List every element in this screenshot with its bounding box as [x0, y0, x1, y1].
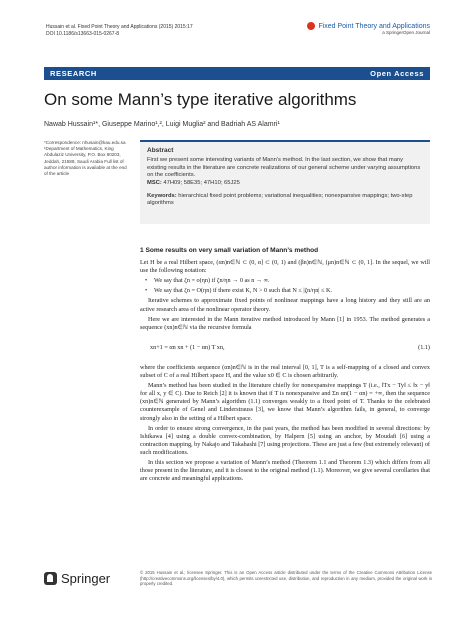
paragraph: where the coefficients sequence (αn)n∈ℕ is in the real interval [0, 1], T is a self-mapping of a closed and convex subset of C of a real Hilbert space H, and the value x0 ∈ C is chosen arbitrarily. — [140, 363, 430, 380]
equation-text: xn+1 = αn xn + (1 − αn) T xn, — [150, 343, 225, 351]
section-heading: 1 Some results on very small variation of Mann’s method — [140, 247, 319, 254]
paragraph: Here we are interested in the Mann iterative method introduced by Mann [1] in 1953. The method generates a sequence (xn)n∈ℕ via the recursive formula — [140, 315, 430, 331]
springer-horse-icon — [44, 572, 57, 585]
doi-line: DOI 10.1186/s13663-015-0267-8 — [46, 31, 120, 37]
journal-subtitle: a SpringerOpen Journal — [382, 30, 430, 35]
paper-title: On some Mann’s type iterative algorithms — [44, 90, 357, 109]
author-list: Nawab Hussain¹*, Giuseppe Marino¹,², Luigi Muglia² and Badriah AS Alamri¹ — [44, 121, 280, 128]
equation-1-1 — [150, 344, 430, 352]
journal-title: Fixed Point Theory and Applications — [318, 22, 430, 30]
abstract-text: First we present some interesting variants of Mann’s method. In the last section, we show that many existing results in the literature are concrete realizations of our general scheme under varying assumptions on the coefficients. — [147, 157, 421, 179]
paragraph: Mann’s method has been studied in the literature chiefly for nonexpansive mappings T (i.e., ‖Tx − Ty‖ ≤ ‖x − y‖ for all x, y ∈ C). Due to Reich [2] it is known that if T is nonexpansive and Σn αn(1 − αn) = +∞, then the sequence (xn)n∈ℕ generated by Mann’s algorithm (1.1) converges weakly to a fixed point of T. Thanks to the celebrated counterexample of Genel and Linderstrauss [3], we know that Mann’s algorithm fails, in general, to converge strongly also in the setting of a Hilbert space. — [140, 382, 430, 422]
msc-label: MSC: — [147, 179, 162, 186]
paragraph: In order to ensure strong convergence, in the past years, the method has been modified in several directions: by Ishikawa [4] using a double convex-combination, by Halpern [5] using an anchor, by Moudafi [6] using a contraction mapping, by Nakajo and Takahashi [7] using projections. These are just a few (but extremely relevant) of such modifications. — [140, 424, 430, 456]
abstract-box — [140, 140, 430, 224]
article-type-label: RESEARCH — [50, 69, 97, 78]
msc-line — [147, 180, 423, 187]
equation-number: (1.1) — [418, 343, 430, 351]
license-notice: © 2015 Hussain et al.; licensee Springer. This is an Open Access article distributed under the terms of the Creative Commons Attribution License (http://creativecommons.org/licenses/by/4.0), which permits unrestricted use, distribution, and reproduction in any medium, provided the original work is properly credited. — [140, 570, 432, 587]
keywords-label: Keywords: — [147, 193, 177, 200]
article-type-bar — [44, 67, 430, 80]
abstract-heading: Abstract — [147, 147, 174, 154]
msc-codes: 47H09; 58E35; 47H10; 65J25 — [161, 179, 240, 186]
open-access-label: Open Access — [370, 69, 424, 78]
bullet-item: • We say that ζn = O(ηn) if there exist K, N > 0 such that N ≤ |ζn/ηn| ≤ K. — [140, 287, 430, 295]
keywords-text: hierarchical fixed point problems; variational inequalities; nonexpansive mappings; two-step algorithms — [147, 193, 413, 207]
main-text — [140, 247, 430, 485]
bullet-item: • We say that ζn = o(ηn) if ζn/ηn → 0 as n → ∞. — [140, 277, 430, 285]
paragraph: Iterative schemes to approximate fixed points of nonlinear mappings have a long history and they still are an active research area of the nonlinear operator theory. — [140, 297, 430, 313]
citation-line: Hussain et al. Fixed Point Theory and Applications (2015) 2015:17 — [46, 24, 193, 30]
journal-logo-icon — [307, 22, 315, 30]
springer-logo[interactable] — [44, 571, 110, 586]
paragraph: Let H be a real Hilbert space, (αn)n∈ℕ ⊂ (0, α] ⊂ (0, 1) and (βn)n∈ℕ, (μn)n∈ℕ ⊂ (0, 1]. In the sequel, we will use the following notation: — [140, 259, 430, 275]
springer-wordmark: Springer — [61, 571, 111, 586]
paragraph: In this section we propose a variation of Mann’s method (Theorem 1.1 and Theorem 1.3) which differs from all those present in the literature, and it is closest to the original method (1.1). Moreover, we give several corollaries that are concrete and meaningful applications. — [140, 458, 430, 483]
correspondence-note: *Correspondence: nhusain@kau.edu.sa ¹Department of Mathematics, King Abdulaziz University, P.O. Box 80203, Jeddah, 21589, Saudi Arabia Full list of author information is available at the end of the article — [44, 140, 127, 177]
journal-logo[interactable] — [307, 22, 430, 35]
keywords-line — [147, 193, 423, 208]
running-header — [46, 24, 193, 38]
